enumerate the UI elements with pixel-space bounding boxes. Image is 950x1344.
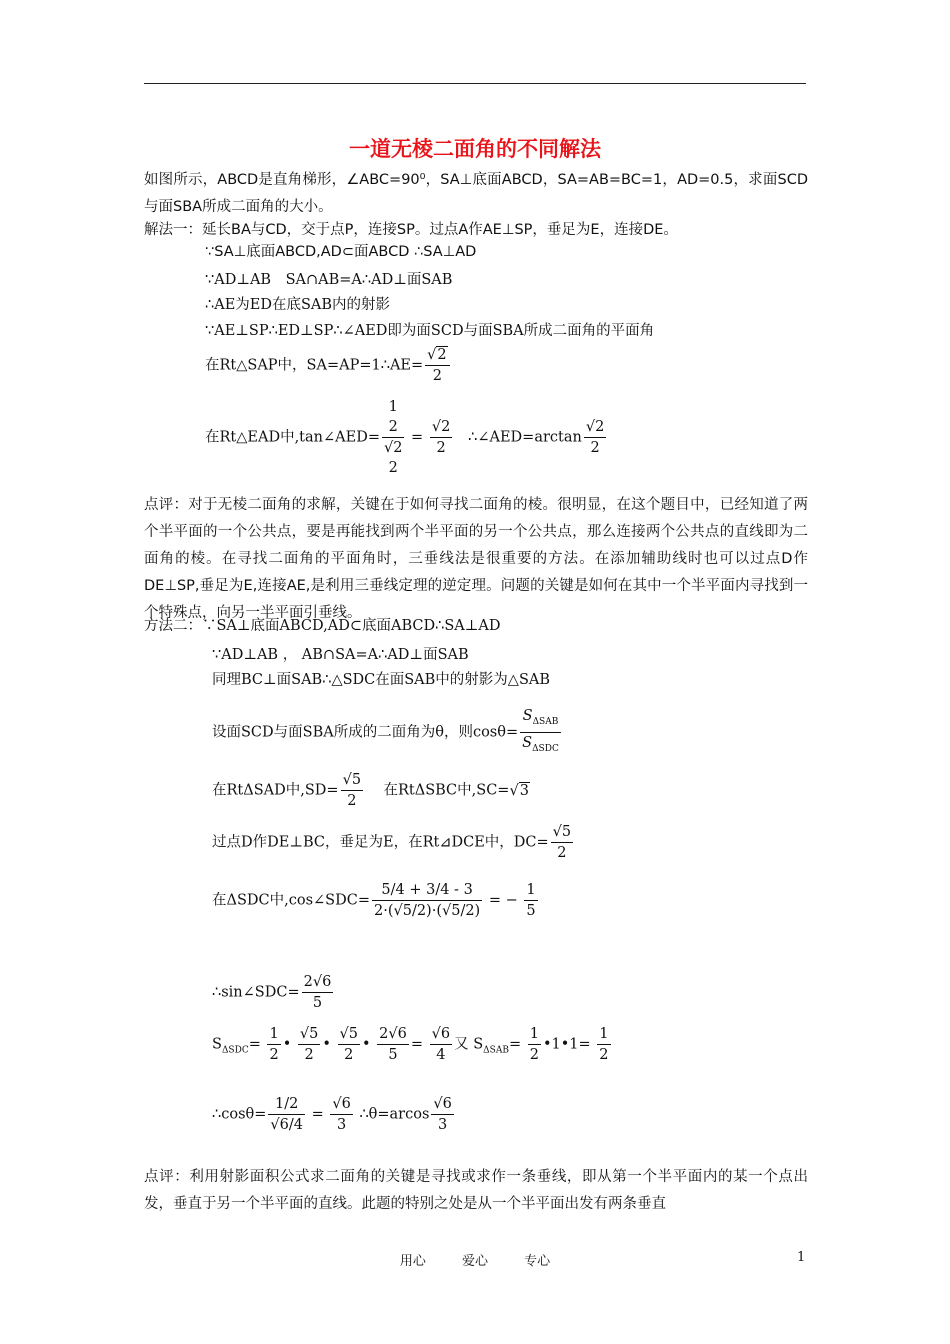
method2-line3-text: 设面SCD与面SBA所成的二面角为θ，则cosθ= <box>212 724 519 741</box>
method2-line7-text: ∴sin∠SDC= <box>212 984 300 1001</box>
method1-line6: 在Rt△EAD中,tan∠AED= 1 2 √2 2 = $\frac{√2}{2}$ ∴∠AED=arctan $\frac{√2}{2}$ <box>205 399 605 476</box>
formula-sin-sdc: $\frac{2√6}{5}$ <box>303 974 332 1011</box>
formula-half: $\frac{1}{2}$ <box>269 1026 279 1063</box>
method2-line2: 同理BC⊥面SAB∴△SDC在面SAB中的射影为△SAB <box>212 672 551 688</box>
method2-line4-text-b: 在RtΔSBC中,SC= <box>383 782 510 799</box>
formula-2root6-fifth: $\frac{2√6}{5}$ <box>379 1026 407 1063</box>
method1-line5-text: 在Rt△SAP中，SA=AP=1∴AE= <box>205 357 424 374</box>
method1-line2: ∵AD⊥AB SA∩AB=A∴AD⊥面SAB <box>205 272 453 288</box>
formula-root6-third: $\frac{√6}{3}$ <box>332 1096 351 1133</box>
method2-line5-text: 过点D作DE⊥BC，垂足为E，在Rt⊿DCE中，DC= <box>212 834 549 851</box>
method2-line3 <box>212 706 563 759</box>
formula-cos-theta: $\frac{S_{\Delta SAB}}{S_{\Delta SDC}}$ <box>522 708 559 754</box>
comment2: 点评：利用射影面积公式求二面角的关键是寻找或求作一条垂线，即从第一个半平面内的某一个点出发，垂直于另一个半平面的直线。此题的特别之处是从一个半平面出发有两条垂直 <box>144 1169 808 1212</box>
method1-line5 <box>205 345 452 386</box>
formula-tan-aed: 1 2 √2 2 <box>383 399 403 476</box>
comment1: 点评：对于无棱二面角的求解，关键在于如何寻找二面角的棱。很明显，在这个题目中，已经知道了两个半平面的一个公共点，要是再能找到两个半平面的另一个公共点，那么连接两个公共点的直线即为二面角的棱。在寻找二面角的平面角时，三垂线法是很重要的方法。在添加辅助线时也可以过点D作DE⊥SP,垂足为E,连接AE,是利用三垂线定理的逆定理。问题的关键是如何在其中一个半平面内寻找到一个特殊点，向另一半平面引垂线。 <box>144 497 808 621</box>
method1-line1: ∵SA⊥底面ABCD,AD⊂面ABCD ∴SA⊥AD <box>205 244 477 260</box>
method2-line7 <box>212 972 335 1013</box>
page-number: 1 <box>797 1250 806 1265</box>
formula-dc: $\frac{√5}{2}$ <box>552 824 572 861</box>
formula-root5-half-a: $\frac{√5}{2}$ <box>299 1026 319 1063</box>
method1-line6-result: ∴∠AED=arctan <box>468 429 582 446</box>
formula-sqrt2-over-2: $\frac{√2}{2}$ <box>425 345 449 386</box>
formula-cos-theta-value: $\frac{1/2}{√6/4}$ <box>270 1096 303 1133</box>
formula-half-b: $\frac{1}{2}$ <box>529 1026 539 1063</box>
formula-minus-one-fifth: $\frac{1}{5}$ <box>526 882 536 919</box>
method2-line1: ∵AD⊥AB ， AB∩SA=A∴AD⊥面SAB <box>212 647 469 663</box>
formula-cos-sdc: $\frac{5/4 + 3/4 - 3}{2\cdot(√5/2)\cdot(√5/2)}$ <box>373 882 481 919</box>
page-title: 一道无棱二面角的不同解法 <box>349 137 601 161</box>
method2-line4 <box>212 770 530 811</box>
method2-line9-text: ∴cosθ= <box>212 1106 267 1123</box>
problem-statement: 如图所示，ABCD是直角梯形，∠ABC=90⁰，SA⊥底面ABCD，SA=AB=BC=1，AD=0.5，求面SCD与面SBA所成二面角的大小。 <box>144 172 808 215</box>
method2-line8: $S_{\Delta SDC}=$ $\frac{1}{2}$ • $\frac{√5}{2}$ • $\frac{√5}{2}$ • $\frac{2√6}{5}$ = $\frac{√6}{4}$ 又 $S_{\Delta SAB}=$ $\frac{1}{2}$ •1•1= $\frac{1}{2}$ <box>212 1026 609 1063</box>
footer-item: 专心 <box>524 1254 551 1269</box>
formula-sc: √3 <box>509 782 529 799</box>
method2-line5 <box>212 822 575 863</box>
formula-tan-value: $\frac{√2}{2}$ <box>431 419 451 456</box>
footer-item: 用心 <box>399 1254 426 1269</box>
method1-line3: ∴AE为ED在底SAB内的射影 <box>205 297 391 313</box>
footer-item: 爱心 <box>461 1254 488 1269</box>
method2-line6-text: 在ΔSDC中,cos∠SDC= <box>212 892 370 909</box>
method2-intro: 方法二：∵SA⊥底面ABCD,AD⊂底面ABCD∴SA⊥AD <box>144 618 501 634</box>
method2-line6: 在ΔSDC中,cos∠SDC= $\frac{5/4 + 3/4 - 3}{2\cdot(√5/2)\cdot(√5/2)}$ = − $\frac{1}{5}$ <box>212 882 536 919</box>
formula-half-c: $\frac{1}{2}$ <box>599 1026 609 1063</box>
method2-line9: ∴cosθ= $\frac{1/2}{√6/4}$ = $\frac{√6}{3}$ ∴θ=arcos $\frac{√6}{3}$ <box>212 1096 452 1133</box>
formula-root5-half-b: $\frac{√5}{2}$ <box>339 1026 358 1063</box>
formula-sd: $\frac{√5}{2}$ <box>342 772 362 809</box>
method1-line4: ∵AE⊥SP∴ED⊥SP∴∠AED即为面SCD与面SBA所成二面角的平面角 <box>205 323 655 339</box>
method1-line6-text: 在Rt△EAD中,tan∠AED= <box>205 429 380 446</box>
method2-line4-text: 在RtΔSAD中,SD= <box>212 782 339 799</box>
formula-arcos-value: $\frac{√6}{3}$ <box>433 1096 452 1133</box>
method2-line9-result: ∴θ=arcos <box>359 1106 430 1123</box>
formula-arctan-value: $\frac{√2}{2}$ <box>585 419 605 456</box>
method1-intro: 解法一：延长BA与CD，交于点P，连接SP。过点A作AE⊥SP，垂足为E，连接DE。 <box>144 222 678 238</box>
header-rule <box>144 83 806 84</box>
area-s-label: S <box>212 1036 222 1053</box>
formula-root6-quarter: $\frac{√6}{4}$ <box>431 1026 451 1063</box>
footer <box>0 1250 950 1269</box>
